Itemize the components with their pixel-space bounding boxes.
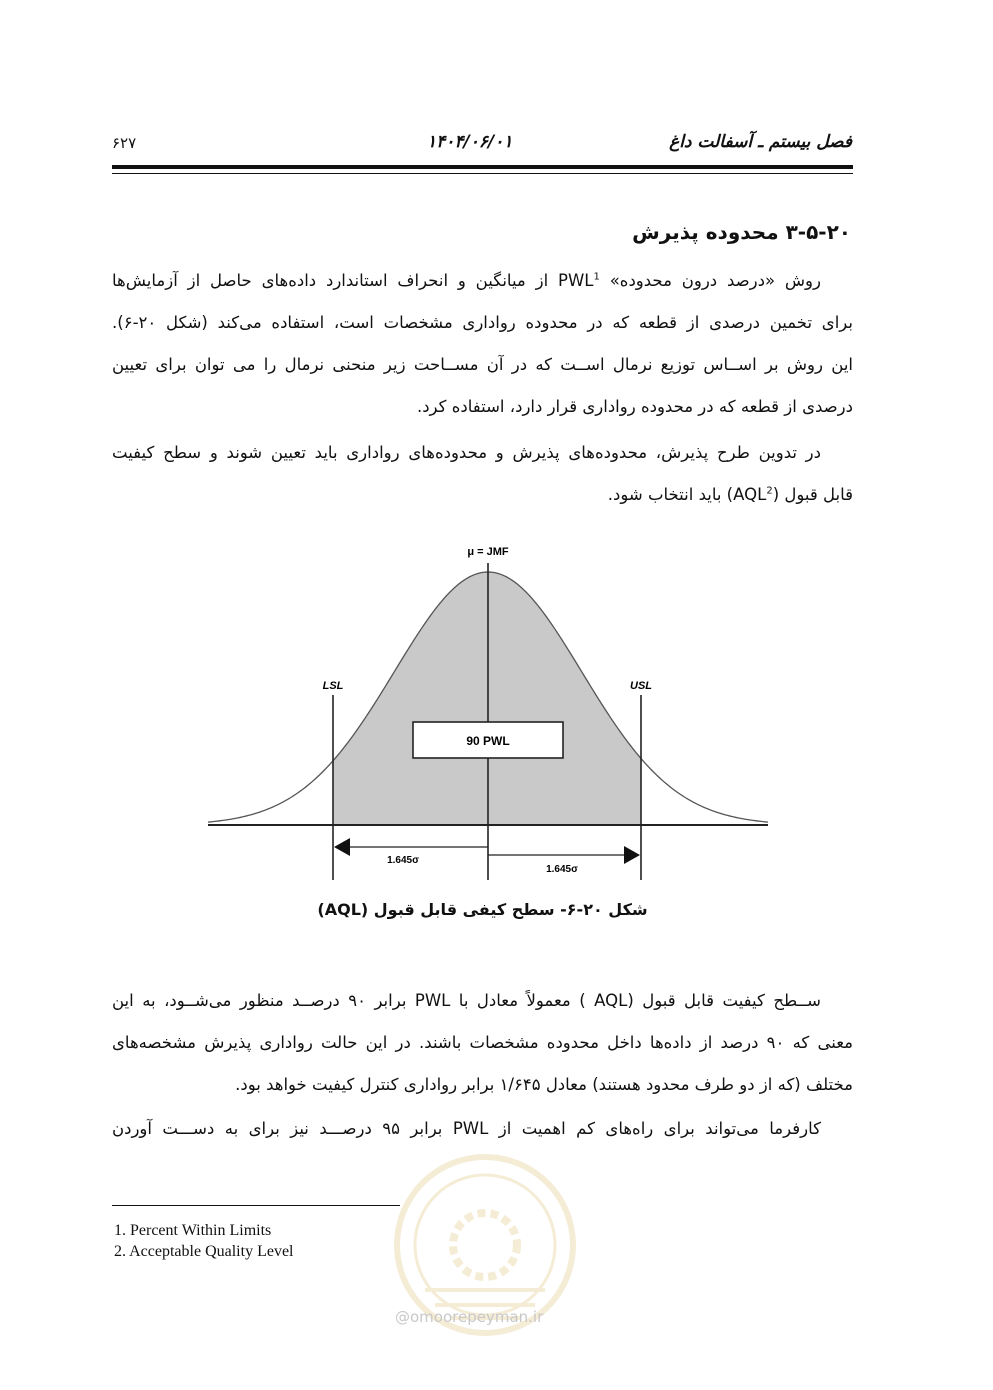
text-span: ) باید انتخاب شود. — [607, 485, 734, 504]
paragraph-line: این روش بر اســاس توزیع نرمال اســت که در آن مســاحت زیر منحنی نرمال را می توان برای تعیین — [112, 355, 853, 374]
aql-term — [733, 485, 773, 504]
paragraph-line: معنی که ۹۰ درصد از داده‌ها داخل محدوده مشخصات باشند. در این حالت رواداری پذیرش مشخصه‌های — [112, 1033, 853, 1052]
text-span: روش «درصد درون محدوده» — [599, 271, 821, 290]
text-span: از میانگین و انحراف استاندارد داده‌های حاصل از آزمایش‌ها — [112, 271, 559, 290]
watermark-text: @omoorepeyman.ir — [395, 1308, 544, 1326]
page-header — [112, 128, 852, 158]
pwl-box-label: 90 PWL — [466, 734, 510, 748]
right-sigma-label: 1.645σ — [546, 864, 578, 875]
footnote-1: 1. Percent Within Limits — [114, 1222, 272, 1239]
pwl-term — [558, 271, 600, 290]
paragraph-line: مختلف (که از دو طرف محدود هستند) معادل ۱/۶۴۵ برابر رواداری کنترل کیفیت خواهد بود. — [235, 1075, 853, 1094]
footnote-rule — [112, 1205, 400, 1206]
paragraph-line: در تدوین طرح پذیرش، محدوده‌های پذیرش و محدوده‌های رواداری باید تعیین شوند و سطح کیفیت — [112, 443, 821, 462]
header-rule-thick — [112, 165, 853, 169]
figure-caption: شکل ۲۰-۶- سطح کیفی قابل قبول (AQL) — [317, 900, 648, 919]
paragraph-line — [112, 474, 853, 516]
paragraph-line — [112, 260, 853, 302]
footnote-2: 2. Acceptable Quality Level — [114, 1243, 294, 1260]
paragraph-line: کارفرما می‌تواند برای راه‌های کم اهمیت از PWL برابر ۹۵ درصـــد نیز برای به دســـت آوردن — [112, 1119, 821, 1138]
text-span: قابل قبول ( — [772, 485, 853, 504]
pwl-text: PWL — [558, 271, 594, 290]
right-arrowhead — [624, 846, 640, 864]
paragraph-line: درصدی از قطعه که در محدوده رواداری قرار دارد، استفاده کرد. — [416, 397, 853, 416]
paragraph-line: ســطح کیفیت قابل قبول (AQL ) معمولاً معادل با PWL برابر ۹۰ درصــد منظور می‌شــود، به این — [112, 991, 821, 1010]
paragraph-2 — [112, 432, 853, 516]
lsl-label: LSL — [322, 680, 344, 692]
chapter-title: فصل بیستم ـ آسفالت داغ — [669, 132, 852, 152]
header-rule-thin — [112, 173, 853, 174]
paragraph-1 — [112, 260, 853, 428]
page-number: ۶۲۷ — [112, 134, 137, 152]
usl-label: USL — [630, 680, 652, 692]
footnote-ref-1: 1 — [593, 271, 600, 283]
header-date: ۱۴۰۴/۰۶/۰۱ — [427, 132, 513, 152]
mean-label: μ = JMF — [467, 546, 509, 558]
footnote-ref-2: 2 — [766, 485, 773, 497]
left-sigma-label: 1.645σ — [387, 855, 419, 866]
normal-distribution-figure — [200, 535, 775, 885]
pwl-shaded-area — [333, 572, 641, 825]
paragraph-3 — [112, 980, 853, 1106]
left-arrowhead — [334, 838, 350, 856]
section-heading: ۳-۵-۲۰ محدوده پذیرش — [632, 220, 851, 244]
paragraph-line: برای تخمین درصدی از قطعه که در محدوده رواداری مشخصات است، استفاده می‌کند (شکل ۲۰-۶). — [112, 313, 853, 332]
aql-text: AQL — [733, 485, 767, 504]
